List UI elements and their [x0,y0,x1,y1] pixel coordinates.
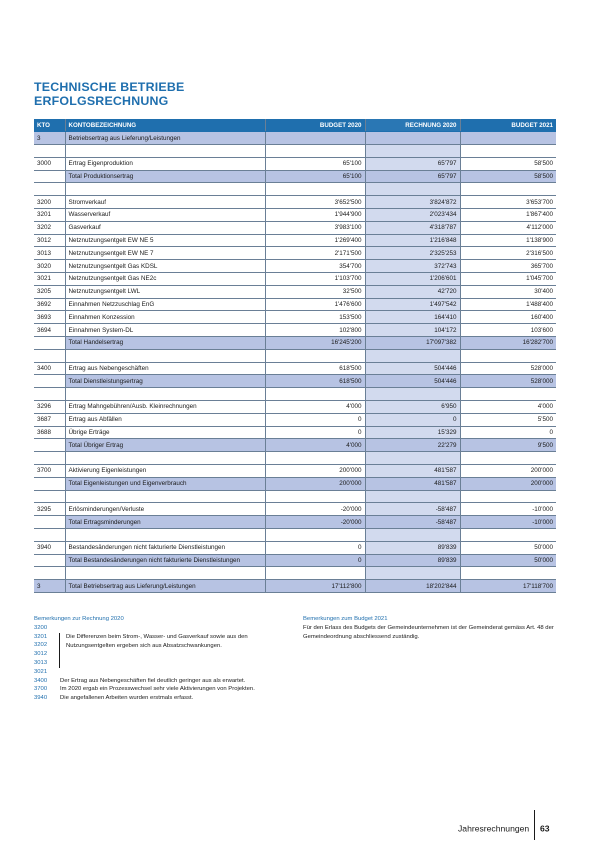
cell-rechnung-2020: 22'279 [365,439,460,452]
cell-budget-2021: 200'000 [460,465,556,478]
cell-kontobezeichnung: Stromverkauf [65,196,265,209]
cell-budget-2020: 65'100 [265,157,365,170]
cell-kto: 3692 [34,298,65,311]
cell-kontobezeichnung [65,529,265,542]
cell-kontobezeichnung: Ertrag aus Abfällen [65,413,265,426]
cell-kto: 3 [34,580,65,593]
notes-budget-text: Für den Erlass des Budgets der Gemeindeunternehmen ist der Gemeinderat gemäss Art. 48 der Gemeindeordnung abschliessend zuständig. [303,624,554,640]
cell-budget-2020 [265,388,365,401]
cell-kontobezeichnung [65,388,265,401]
cell-kontobezeichnung [65,452,265,465]
cell-rechnung-2020: 1'497'542 [365,298,460,311]
cell-kto: 3295 [34,503,65,516]
cell-budget-2021: 2'316'500 [460,247,556,260]
cell-rechnung-2020: 4'318'787 [365,221,460,234]
cell-budget-2020: 16'245'200 [265,337,365,350]
cell-budget-2021 [460,145,556,158]
cell-rechnung-2020: 89'839 [365,541,460,554]
cell-rechnung-2020: 6'950 [365,401,460,414]
notes-group [34,624,294,677]
cell-rechnung-2020: 1'206'601 [365,273,460,286]
cell-kto: 3700 [34,465,65,478]
cell-rechnung-2020: 17'097'382 [365,337,460,350]
cell-kontobezeichnung: Einnahmen System-DL [65,324,265,337]
cell-rechnung-2020: 504'446 [365,362,460,375]
table-row [34,324,556,337]
cell-kontobezeichnung: Total Produktionsertrag [65,170,265,183]
cell-budget-2021: 58'500 [460,157,556,170]
table-spacer-row [34,145,556,158]
cell-budget-2020: 1'269'400 [265,234,365,247]
table-row [34,273,556,286]
cell-rechnung-2020 [365,145,460,158]
cell-rechnung-2020: 481'587 [365,465,460,478]
cell-budget-2020 [265,183,365,196]
cell-rechnung-2020: 89'839 [365,554,460,567]
cell-budget-2020: 1'476'600 [265,298,365,311]
cell-kontobezeichnung: Wasserverkauf [65,209,265,222]
table-row [34,413,556,426]
cell-kontobezeichnung: Netznutzungsentgelt LWL [65,285,265,298]
cell-kontobezeichnung: Einnahmen Konzession [65,311,265,324]
cell-rechnung-2020: 15'329 [365,426,460,439]
cell-kto: 3 [34,132,65,145]
note-text: Der Ertrag aus Nebengeschäften fiel deutlich geringer aus als erwartet. [60,677,246,684]
cell-kto [34,388,65,401]
cell-budget-2021: 50'000 [460,541,556,554]
cell-rechnung-2020: 2'023'434 [365,209,460,222]
table-total-row [34,170,556,183]
cell-budget-2020: 354'700 [265,260,365,273]
cell-kto [34,337,65,350]
cell-kto: 3940 [34,541,65,554]
cell-rechnung-2020: 164'410 [365,311,460,324]
table-row [34,285,556,298]
cell-kto: 3200 [34,196,65,209]
cell-kto [34,567,65,580]
cell-budget-2020: 1'944'900 [265,209,365,222]
cell-budget-2021: 160'400 [460,311,556,324]
cell-kontobezeichnung [65,145,265,158]
cell-budget-2020: 17'112'800 [265,580,365,593]
table-spacer-row [34,183,556,196]
table-total-row [34,375,556,388]
cell-rechnung-2020 [365,349,460,362]
cell-budget-2020: 102'800 [265,324,365,337]
cell-budget-2020: 618'500 [265,362,365,375]
cell-budget-2021: 4'112'000 [460,221,556,234]
cell-kto [34,516,65,529]
table-row [34,503,556,516]
cell-kontobezeichnung: Ertrag Mahngebühren/Ausb. Kleinrechnungen [65,401,265,414]
cell-budget-2021 [460,490,556,503]
cell-rechnung-2020: 0 [365,413,460,426]
table-row [34,234,556,247]
cell-kontobezeichnung: Total Handelsertrag [65,337,265,350]
cell-kontobezeichnung: Ertrag aus Nebengeschäften [65,362,265,375]
cell-budget-2021: 50'000 [460,554,556,567]
cell-kto: 3021 [34,273,65,286]
cell-kontobezeichnung [65,490,265,503]
cell-kto: 3201 [34,209,65,222]
notes-rechnung-2020 [34,615,294,703]
cell-kontobezeichnung: Erlösminderungen/Verluste [65,503,265,516]
table-row [34,311,556,324]
cell-kontobezeichnung: Bestandesänderungen nicht fakturierte Dienstleistungen [65,541,265,554]
cell-budget-2021: -10'000 [460,516,556,529]
cell-budget-2021: 200'000 [460,477,556,490]
cell-kontobezeichnung: Total Ertragsminderungen [65,516,265,529]
table-spacer-row [34,349,556,362]
note-text: Die angefallenen Arbeiten wurden erstmals erfasst. [60,695,194,702]
cell-budget-2021: 17'118'700 [460,580,556,593]
cell-budget-2020 [265,349,365,362]
table-total-row [34,337,556,350]
cell-budget-2021: 1'867'400 [460,209,556,222]
cell-kontobezeichnung: Netznutzungsentgelt EW NE 5 [65,234,265,247]
note-key: 3201 [34,633,48,640]
table-row [34,221,556,234]
cell-kontobezeichnung: Netznutzungsentgelt Gas NE2c [65,273,265,286]
cell-budget-2021: 1'138'900 [460,234,556,247]
cell-kto: 3688 [34,426,65,439]
cell-rechnung-2020: 18'202'844 [365,580,460,593]
table-row [34,157,556,170]
header-rechnung-2020: RECHNUNG 2020 [365,119,460,132]
note-key: 3200 [34,624,48,631]
cell-budget-2020: 1'103'700 [265,273,365,286]
cell-budget-2021: 4'000 [460,401,556,414]
cell-rechnung-2020: 1'216'848 [365,234,460,247]
notes-group-keys [34,624,54,677]
table-body [34,132,556,593]
cell-budget-2020 [265,490,365,503]
note-key: 3013 [34,659,48,666]
cell-kto: 3202 [34,221,65,234]
bracket-line [54,633,60,668]
cell-budget-2020: 32'500 [265,285,365,298]
cell-budget-2021: 0 [460,426,556,439]
cell-kto [34,145,65,158]
cell-budget-2020: 65'100 [265,170,365,183]
cell-kontobezeichnung: Aktivierung Eigenleistungen [65,465,265,478]
cell-kontobezeichnung: Gasverkauf [65,221,265,234]
table-row [34,426,556,439]
note-key: 3400 [34,677,48,684]
footer-label: Jahresrechnungen [458,823,530,834]
cell-rechnung-2020: 65'797 [365,170,460,183]
cell-rechnung-2020 [365,567,460,580]
table-row [34,196,556,209]
cell-kontobezeichnung: Total Eigenleistungen und Eigenverbrauch [65,477,265,490]
cell-kontobezeichnung: Total Bestandesänderungen nicht fakturierte Dienstleistungen [65,554,265,567]
cell-budget-2020 [265,132,365,145]
cell-rechnung-2020: 42'720 [365,285,460,298]
notes-rechnung-heading: Bemerkungen zur Rechnung 2020 [34,616,124,622]
table-spacer-row [34,452,556,465]
notes-group-text: Die Differenzen beim Strom-, Wasser- und Gasverkauf sowie aus den Nutzungsentgelten ergeben sich aus Absatzschwankungen. [66,633,248,649]
cell-budget-2020: 153'500 [265,311,365,324]
note-item [34,694,294,703]
cell-kto: 3693 [34,311,65,324]
cell-kontobezeichnung: Einnahmen Netzzuschlag EnG [65,298,265,311]
cell-kto: 3020 [34,260,65,273]
cell-budget-2021: 9'500 [460,439,556,452]
table-row [34,209,556,222]
cell-kontobezeichnung: Total Dienstleistungsertrag [65,375,265,388]
cell-budget-2020: 0 [265,413,365,426]
cell-rechnung-2020: 2'325'253 [365,247,460,260]
cell-rechnung-2020: 372'743 [365,260,460,273]
cell-kto [34,439,65,452]
cell-kto [34,375,65,388]
cell-kontobezeichnung: Total Übriger Ertrag [65,439,265,452]
cell-kto: 3400 [34,362,65,375]
cell-rechnung-2020: 3'824'872 [365,196,460,209]
table-spacer-row [34,490,556,503]
cell-budget-2021: 58'500 [460,170,556,183]
cell-budget-2020: 4'000 [265,439,365,452]
cell-budget-2021: 103'600 [460,324,556,337]
cell-budget-2021 [460,349,556,362]
note-key: 3700 [34,686,48,693]
cell-budget-2020: 2'171'500 [265,247,365,260]
income-statement-table [34,119,556,593]
cell-kontobezeichnung [65,183,265,196]
cell-kto [34,170,65,183]
cell-kto [34,349,65,362]
cell-budget-2021 [460,452,556,465]
cell-rechnung-2020 [365,490,460,503]
table-row [34,298,556,311]
table-row [34,541,556,554]
cell-budget-2021: 16'282'700 [460,337,556,350]
cell-budget-2020: 0 [265,541,365,554]
page-footer [458,814,550,844]
table-total-row [34,477,556,490]
table-section-row [34,132,556,145]
cell-kto [34,554,65,567]
cell-rechnung-2020 [365,183,460,196]
footer-divider [534,810,535,840]
cell-kto: 3687 [34,413,65,426]
cell-budget-2021 [460,132,556,145]
table-spacer-row [34,388,556,401]
cell-kontobezeichnung [65,567,265,580]
page-number: 63 [540,823,550,834]
cell-kontobezeichnung: Netznutzungsentgelt EW NE 7 [65,247,265,260]
cell-rechnung-2020: 65'797 [365,157,460,170]
cell-budget-2020: 0 [265,426,365,439]
cell-rechnung-2020 [365,452,460,465]
cell-kto [34,183,65,196]
title-line-1: TECHNISCHE BETRIEBE [34,80,185,94]
cell-kto [34,452,65,465]
table-total-row [34,439,556,452]
note-text: Im 2020 ergab ein Prozesswechsel sehr viele Aktivierungen von Projekten. [60,686,255,693]
cell-kontobezeichnung: Betriebsertrag aus Lieferung/Leistungen [65,132,265,145]
header-kto: KTO [34,119,65,132]
cell-budget-2020: 4'000 [265,401,365,414]
notes-budget-2021 [303,615,563,641]
cell-rechnung-2020: -58'487 [365,503,460,516]
cell-budget-2021: 528'000 [460,375,556,388]
cell-budget-2020 [265,145,365,158]
cell-budget-2021: 1'488'400 [460,298,556,311]
table-row [34,247,556,260]
cell-budget-2020 [265,452,365,465]
table-row [34,260,556,273]
table-header-row [34,119,556,132]
cell-budget-2021: 5'500 [460,413,556,426]
cell-kto: 3694 [34,324,65,337]
cell-budget-2021: 528'000 [460,362,556,375]
cell-kontobezeichnung: Ertrag Eigenproduktion [65,157,265,170]
cell-budget-2021: 3'653'700 [460,196,556,209]
cell-kto: 3296 [34,401,65,414]
header-budget-2020: BUDGET 2020 [265,119,365,132]
cell-kto: 3000 [34,157,65,170]
cell-budget-2020 [265,529,365,542]
note-item [34,685,294,694]
cell-rechnung-2020 [365,529,460,542]
cell-rechnung-2020: -58'487 [365,516,460,529]
note-item [34,677,294,686]
cell-kto [34,477,65,490]
notes-budget-heading: Bemerkungen zum Budget 2021 [303,616,388,622]
cell-budget-2020: -20'000 [265,503,365,516]
table-spacer-row [34,529,556,542]
table-spacer-row [34,567,556,580]
cell-budget-2021: 30'400 [460,285,556,298]
cell-rechnung-2020 [365,132,460,145]
cell-budget-2020: 200'000 [265,477,365,490]
cell-budget-2021 [460,567,556,580]
cell-kto: 3012 [34,234,65,247]
table-total-row [34,580,556,593]
cell-budget-2021: 365'700 [460,260,556,273]
cell-budget-2021 [460,183,556,196]
page-title [34,80,184,108]
table-row [34,401,556,414]
title-line-2: ERFOLGSRECHNUNG [34,94,169,108]
cell-rechnung-2020: 481'587 [365,477,460,490]
note-key: 3202 [34,642,48,649]
cell-budget-2021 [460,388,556,401]
cell-budget-2021: -10'000 [460,503,556,516]
cell-budget-2020: -20'000 [265,516,365,529]
note-key: 3940 [34,695,48,702]
table-row [34,362,556,375]
cell-budget-2021: 1'045'700 [460,273,556,286]
cell-budget-2020: 3'983'100 [265,221,365,234]
table-total-row [34,554,556,567]
table-row [34,465,556,478]
cell-kontobezeichnung [65,349,265,362]
cell-budget-2021 [460,529,556,542]
cell-kto [34,529,65,542]
cell-budget-2020 [265,567,365,580]
cell-budget-2020: 0 [265,554,365,567]
table-total-row [34,516,556,529]
cell-budget-2020: 3'652'500 [265,196,365,209]
cell-kto: 3013 [34,247,65,260]
cell-kontobezeichnung: Total Betriebsertrag aus Lieferung/Leistungen [65,580,265,593]
cell-kto: 3205 [34,285,65,298]
cell-budget-2020: 618'500 [265,375,365,388]
header-budget-2021: BUDGET 2021 [460,119,556,132]
cell-rechnung-2020: 104'172 [365,324,460,337]
cell-rechnung-2020: 504'446 [365,375,460,388]
header-kontobezeichnung: KONTOBEZEICHNUNG [65,119,265,132]
cell-kontobezeichnung: Netznutzungsentgelt Gas KDSL [65,260,265,273]
cell-kto [34,490,65,503]
note-key: 3021 [34,668,48,675]
note-key: 3012 [34,651,48,658]
cell-rechnung-2020 [365,388,460,401]
cell-budget-2020: 200'000 [265,465,365,478]
cell-kontobezeichnung: Übrige Erträge [65,426,265,439]
